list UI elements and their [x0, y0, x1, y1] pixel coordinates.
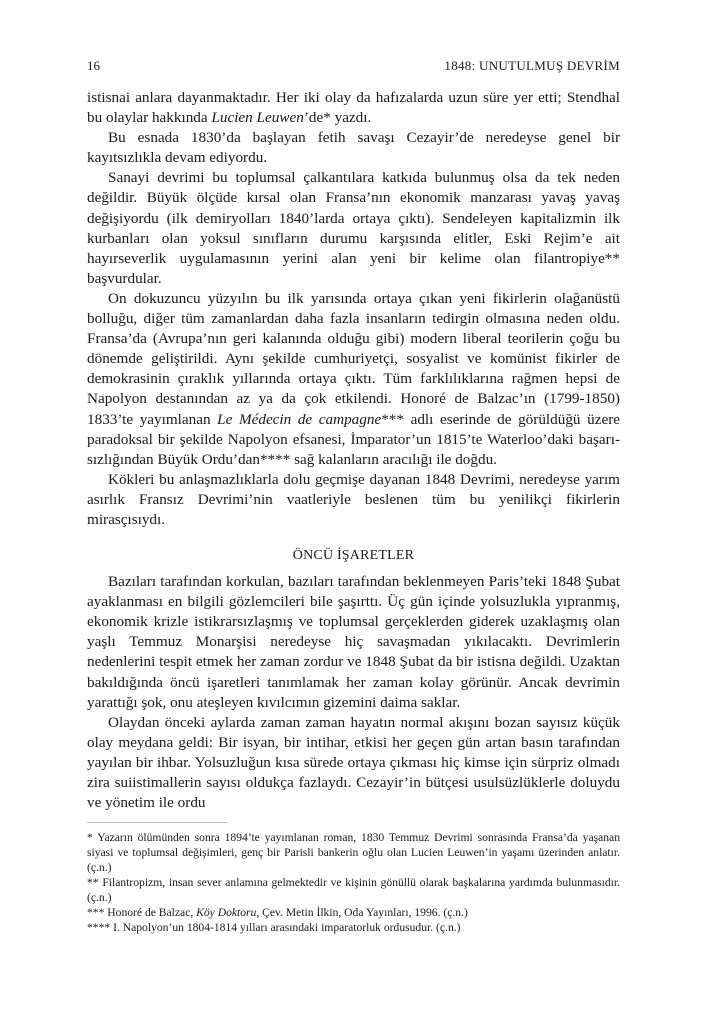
text-run: Sanayi devrimi bu toplumsal çalkantılara katkıda bulunmuş olsa da tek neden değildir. Büyük ölçüde kırsal olan Fransa’nın ekonomik manzarası yavaş yavaş değişiyordu (ilk demiryolları 1840’larda ortaya çıktı). Sendeleyen kapitalizmin ilk kurbanları olan yoksul sınıfların durumu karşısında elitler, Eski Rejim’e ait hayırseverlik uygulamasının yerini alan yeni bir kelime olan filantropiye** başvurdular.: [87, 169, 620, 287]
text-run: *** Honoré de Balzac,: [87, 905, 197, 919]
text-run: Olaydan önceki aylarda zaman zaman hayatın normal akışını bozan sayısız küçük olay meydana geldi: Bir isyan, bir intihar, etkisi her geçen gün artan basın tarafından yayılan bir ihbar. Yolsuzluğun kısa sürede ortaya çıkması hiç kimse için sürpriz olmadı zira suiistimallerin sayısı oldukça fazlaydı. Cezayir’in bütçesi usulsüzlüklerle doluydu ve yönetim ile ordu: [87, 713, 620, 812]
text-run: *** adlı eserinde de görüldüğü üzere paradoksal bir şekilde Napolyon efsanesi, İmparator’un 1815’te Waterloo’daki başarısızlığından Büyük Ordu’dan**** sağ kalanların aracılığı ile doğdu.: [87, 410, 620, 468]
footnote: [87, 906, 620, 921]
section-heading: ÖNCÜ İŞARETLER: [292, 548, 415, 564]
paragraph: [87, 713, 620, 813]
italic-title: Köy Doktoru: [196, 905, 257, 919]
text-run: Kökleri bu anlaşmazlıklarla dolu geçmişe dayanan 1848 Devrimi, neredeyse yarım asırlık Fransız Devrimi’nin vaatleriyle beslenen tüm bu yenilikçi fikirlerin mirasçısıydı.: [87, 470, 620, 528]
text-run: **** I. Napolyon’un 1804-1814 yılları arasındaki imparatorluk ordusudur. (ç.n.): [87, 920, 461, 934]
text-run: istisnai anlara dayanmaktadır. Her iki olay da hafızalarda uzun süre yer etti; Stendhal bu olaylar hakkında: [87, 89, 620, 127]
footnote: [87, 921, 620, 936]
text-run: * Yazarın ölümünden sonra 1894’te yayımlanan roman, 1830 Temmuz Devrimi sonrasında Fransa’da yaşanan siyasi ve toplumsal değişimleri, genç bir Parisli bankerin oğlu olan Lucien Leuwen’in yaşamı üzerinden anlatır. (ç.n.): [87, 831, 620, 874]
page-header: [87, 58, 620, 74]
paragraph: [87, 470, 620, 530]
text-run: Bu esnada 1830’da başlayan fetih savaşı Cezayir’de neredeyse genel bir kayıtsızlıkla devam ediyordu.: [87, 129, 620, 167]
text-run: ** Filantropizm, insan sever anlamına gelmektedir ve kişinin gönüllü olarak başkalarına yardımda bulunmasıdır. (ç.n.): [87, 875, 620, 904]
footnote: [87, 831, 620, 876]
paragraph: [87, 88, 620, 128]
text-run: Bazıları tarafından korkulan, bazıları tarafından beklenmeyen Paris’teki 1848 Şubat ayaklanması en bilgili gözlemcileri bile şaşırttı. Üç gün içinde yolsuzlukla yıpranmış, ekonomik krizle istikrarsızlaşmış ve toplumsal gerçeklerden giderek uzaklaşmış olan yaşlı Temmuz Monarşisi neredeyse hiç savaşmadan yıkılacaktı. Devrimlerin nedenlerini tespit etmek her zaman zordur ve 1848 Şubat da bir istisna değildi. Uzaktan bakıldığında öncü işaretleri tanımlamak her zaman kolay görünür. Ancak devrimin yarattığı şok, onu ateşleyen kıvılcımın gizemini daima saklar.: [87, 573, 620, 711]
page-number: 16: [87, 58, 100, 73]
text-run: On dokuzuncu yüzyılın bu ilk yarısında ortaya çıkan yeni fikirlerin olağanüstü bolluğu, diğer tüm zamanlardan daha fazla insanların tedirgin olmasına neden oldu. Fransa’da (Avrupa’nın geri kalanında olduğu gibi) modern liberal teorilerin çoğu bu dönemde geliştirildi. Aynı şekilde cumhuriyetçi, sosyalist ve komünist fikirler de demokrasinin çıraklık yıllarında ortaya çıktı. Tüm farklılıklarına rağmen hepsi de Napolyon destanından az ya da çok etkilendi. Honoré de Balzac’ın (1799-1850) 1833’te yayımlanan: [87, 289, 620, 428]
paragraph: [87, 128, 620, 168]
paragraph: [87, 572, 620, 713]
text-run: ’de* yazdı.: [303, 109, 372, 127]
paragraph: [87, 289, 620, 470]
book-page: [87, 58, 620, 936]
italic-title: Le Médecin de campagne: [217, 410, 382, 428]
running-title: 1848: UNUTULMUŞ DEVRİM: [444, 58, 620, 73]
footnote-divider: [87, 822, 227, 823]
italic-title: Lucien Leuwen: [211, 109, 304, 127]
footnote: [87, 876, 620, 906]
section-paragraphs: [87, 572, 620, 813]
footnotes: [87, 831, 620, 935]
text-run: , Çev. Metin İlkin, Oda Yayınları, 1996. (ç.n.): [256, 905, 468, 919]
paragraph: [87, 168, 620, 289]
intro-paragraphs: [87, 88, 620, 530]
